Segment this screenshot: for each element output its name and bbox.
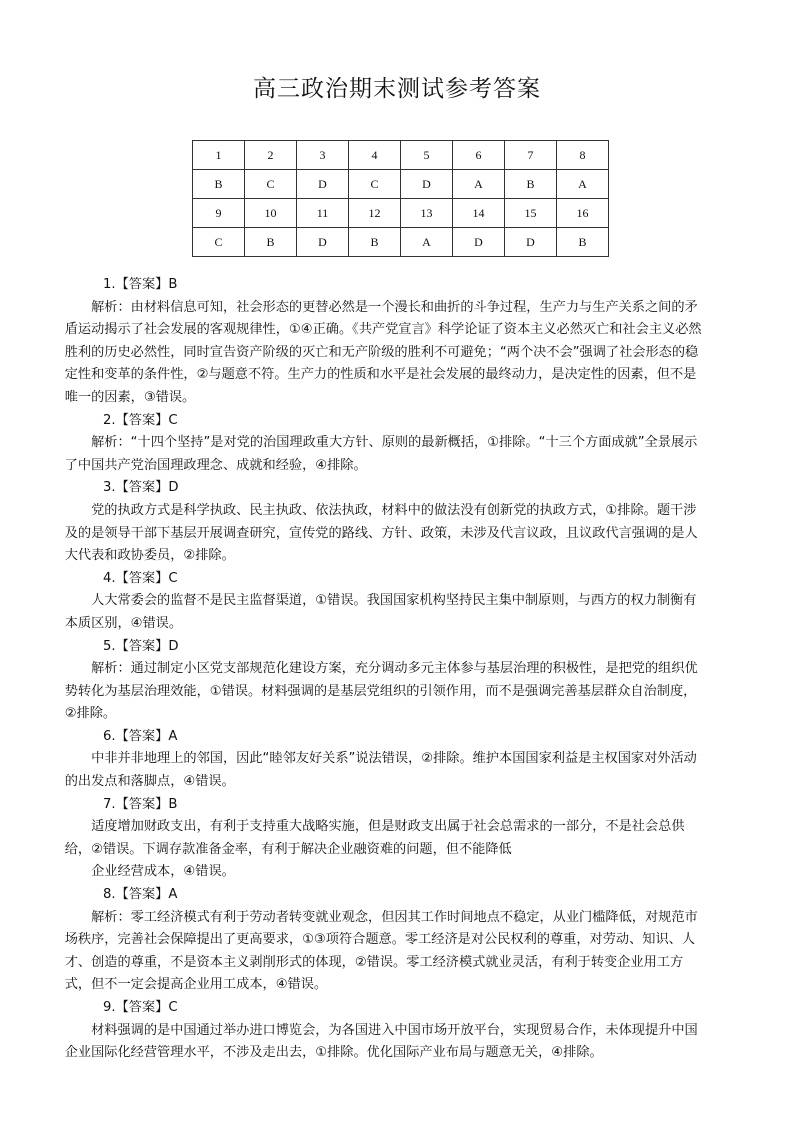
answer-heading: 6.【答案】A bbox=[103, 728, 178, 744]
table-cell: 15 bbox=[505, 199, 557, 228]
answer-explanation: 人大常委会的监督不是民主监督渠道，①错误。我国国家机构坚持民主集中制原则，与西方的权力制衡有本质区别，④错误。 bbox=[64, 593, 697, 631]
table-cell: 7 bbox=[505, 141, 557, 170]
answer-explanation: 中非并非地理上的邻国，因此“睦邻友好关系”说法错误，②排除。维护本国国家利益是主权国家对外活动的出发点和落脚点，④错误。 bbox=[64, 751, 697, 790]
table-row bbox=[193, 228, 609, 257]
table-cell: D bbox=[453, 228, 505, 257]
table-cell: 12 bbox=[349, 199, 401, 228]
table-cell: 9 bbox=[193, 199, 245, 228]
table-cell: 3 bbox=[297, 141, 349, 170]
answer-explanation: 适度增加财政支出，有利于支持重大战略实施，但是财政支出属于社会总需求的一部分，不是社会总供给，②错误。下调存款准备金率，有利于解决企业融资难的问题，但不能降低 bbox=[64, 819, 685, 857]
table-cell: C bbox=[349, 170, 401, 199]
answer-heading: 7.【答案】B bbox=[103, 796, 178, 812]
answer-heading: 4.【答案】C bbox=[103, 570, 178, 586]
table-cell: A bbox=[401, 228, 453, 257]
table-cell: 10 bbox=[245, 199, 297, 228]
table-cell: 4 bbox=[349, 141, 401, 170]
answer-heading: 8.【答案】A bbox=[103, 887, 178, 903]
table-cell: 13 bbox=[401, 199, 453, 228]
answer-explanation: 企业经营成本，④错误。 bbox=[91, 864, 235, 880]
table-cell: 8 bbox=[557, 141, 609, 170]
table-cell: C bbox=[245, 170, 297, 199]
answer-explanation: 解析：通过制定小区党支部规范化建设方案，充分调动多元主体参与基层治理的积极性，是把党的组织优势转化为基层治理效能，①错误。材料强调的是基层党组织的引领作用，而不是强调完善基层群众自治制度，②排除。 bbox=[64, 661, 698, 722]
answer-heading: 5.【答案】D bbox=[103, 638, 179, 654]
table-cell: D bbox=[297, 228, 349, 257]
table-cell: 1 bbox=[193, 141, 245, 170]
table-cell: D bbox=[401, 170, 453, 199]
page-title: 高三政治期末测试参考答案 bbox=[253, 76, 541, 102]
answer-explanation: 党的执政方式是科学执政、民主执政、依法执政，材料中的做法没有创新党的执政方式，①排除。题干涉及的是领导干部下基层开展调查研究，宣传党的路线、方针、政策，未涉及代言议政，且议政代言强调的是人大代表和政协委员，②排除。 bbox=[64, 502, 698, 564]
table-cell: D bbox=[297, 170, 349, 199]
answer-explanation: 材料强调的是中国通过举办进口博览会，为各国进入中国市场开放平台，实现贸易合作，未体现提升中国企业国际化经营管理水平，不涉及走出去，①排除。优化国际产业布局与题意无关，④排除。 bbox=[64, 1022, 698, 1061]
table-cell: D bbox=[505, 228, 557, 257]
answer-heading: 9.【答案】C bbox=[103, 1000, 178, 1015]
answer-heading: 3.【答案】D bbox=[103, 480, 179, 496]
table-cell: A bbox=[453, 170, 505, 199]
answer-explanation: 解析：“十四个坚持”是对党的治国理政重大方针、原则的最新概括，①排除。“十三个方面成就”全景展示了中国共产党治国理政理念、成就和经验，④排除。 bbox=[64, 435, 698, 473]
table-cell: C bbox=[193, 228, 245, 257]
answer-heading: 2.【答案】C bbox=[103, 412, 178, 428]
table-cell: B bbox=[193, 170, 245, 199]
answer-heading: 1.【答案】B bbox=[103, 277, 178, 292]
table-cell: 2 bbox=[245, 141, 297, 170]
table-row bbox=[193, 199, 609, 228]
table-cell: 5 bbox=[401, 141, 453, 170]
table-cell: 14 bbox=[453, 199, 505, 228]
table-row bbox=[193, 141, 609, 170]
table-cell: A bbox=[557, 170, 609, 199]
table-cell: 16 bbox=[557, 199, 609, 228]
table-cell: 11 bbox=[297, 199, 349, 228]
table-cell: B bbox=[505, 170, 557, 199]
answer-explanations bbox=[64, 274, 703, 1065]
answer-explanation: 解析：零工经济模式有利于劳动者转变就业观念，但因其工作时间地点不稳定，从业门槛降低，对规范市场秩序，完善社会保障提出了更高要求，①③项符合题意。零工经济是对公民权利的尊重，对劳动、知识、人才、创造的尊重，不是资本主义剥削形式的体现，②错误。零工经济模式就业灵活，有利于转变企业用工方式，但不一定会提高企业用工成本，④错误。 bbox=[64, 909, 698, 993]
table-cell: 6 bbox=[453, 141, 505, 170]
table-cell: B bbox=[349, 228, 401, 257]
answer-explanation: 解析：由材料信息可知，社会形态的更替必然是一个漫长和曲折的斗争过程，生产力与生产关系之间的矛盾运动揭示了社会发展的客观规律性，①④正确。《共产党宣言》科学论证了资本主义必然灭亡和社会主义必然胜利的历史必然性，同时宣告资产阶级的灭亡和无产阶级的胜利不可避免；“两个决不会”强调了社会形态的稳定性和变革的条件性，②与题意不符。生产力的性质和水平是社会发展的最终动力，是决定性的因素，但不是唯一的因素，③错误。 bbox=[64, 299, 702, 405]
answer-table bbox=[192, 140, 609, 257]
table-cell: B bbox=[245, 228, 297, 257]
table-row bbox=[193, 170, 609, 199]
table-cell: B bbox=[557, 228, 609, 257]
